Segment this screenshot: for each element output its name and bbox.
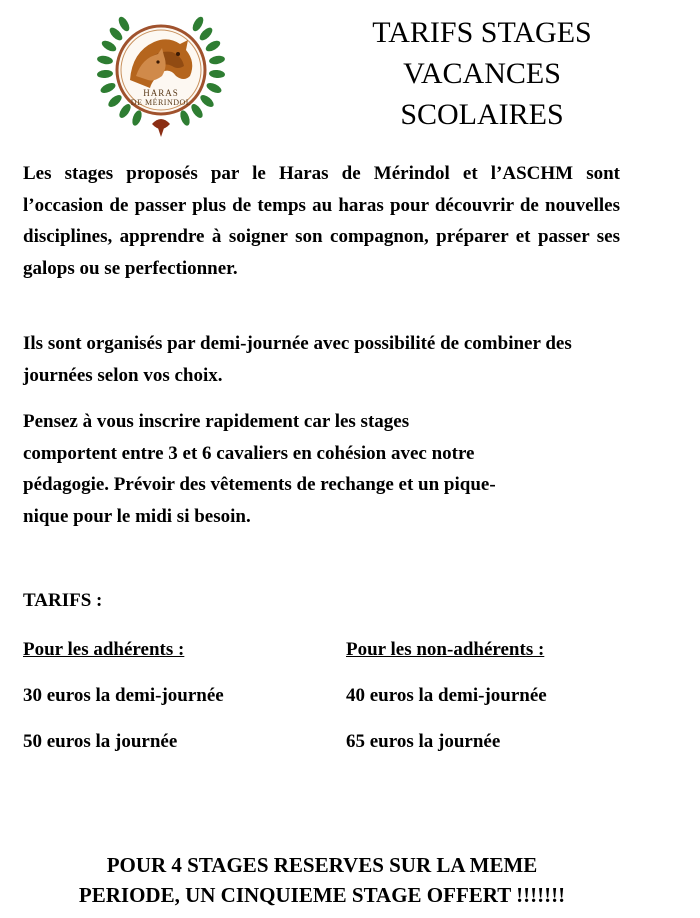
title-line1: TARIFS STAGES xyxy=(372,16,592,49)
non-adherents-prices xyxy=(346,634,547,757)
title-line2: VACANCES xyxy=(403,57,561,90)
registration-line3: pédagogie. Prévoir des vêtements de rechange et un pique- xyxy=(23,474,496,495)
horse-head-laurel-wreath-icon xyxy=(92,10,230,138)
registration-paragraph xyxy=(23,406,620,532)
non-adherents-half-day-price: 40 euros la demi-journée xyxy=(346,685,547,706)
registration-line2: comportent entre 3 et 6 cavaliers en cohésion avec notre xyxy=(23,442,475,464)
tarifs-label: TARIFS : xyxy=(23,590,103,611)
title-line3: SCOLAIRES xyxy=(400,98,564,131)
registration-line1: Pensez à vous inscrire rapidement car les stages xyxy=(23,411,410,432)
special-offer xyxy=(20,850,624,910)
non-adherents-heading: Pour les non-adhérents : xyxy=(346,639,545,660)
haras-logo xyxy=(92,10,230,138)
registration-line4: nique pour le midi si besoin. xyxy=(23,505,251,527)
adherents-prices xyxy=(23,634,224,757)
adherents-full-day-price: 50 euros la journée xyxy=(23,731,178,752)
offer-line1: POUR 4 STAGES RESERVES SUR LA MEME xyxy=(106,853,538,877)
adherents-half-day-price: 30 euros la demi-journée xyxy=(23,685,224,706)
offer-line2: PERIODE, UN CINQUIEME STAGE OFFERT !!!!!!! xyxy=(78,883,566,907)
page-title xyxy=(330,12,634,135)
non-adherents-full-day-price: 65 euros la journée xyxy=(346,731,501,752)
intro-paragraph: Les stages proposés par le Haras de Mérindol et l’ASCHM sont l’occasion de passer plus de temps au haras pour découvrir de nouvelles disciplines, apprendre à soigner son compagnon, préparer et passer ses galops ou se perfectionner. xyxy=(23,163,620,279)
organization-paragraph: Ils sont organisés par demi-journée avec possibilité de combiner des journées selon vos choix. xyxy=(23,333,572,386)
logo-text-line2: DE MÉRINDOL xyxy=(130,98,192,107)
logo-text-line1: HARAS xyxy=(143,88,179,98)
adherents-heading: Pour les adhérents : xyxy=(23,639,185,660)
